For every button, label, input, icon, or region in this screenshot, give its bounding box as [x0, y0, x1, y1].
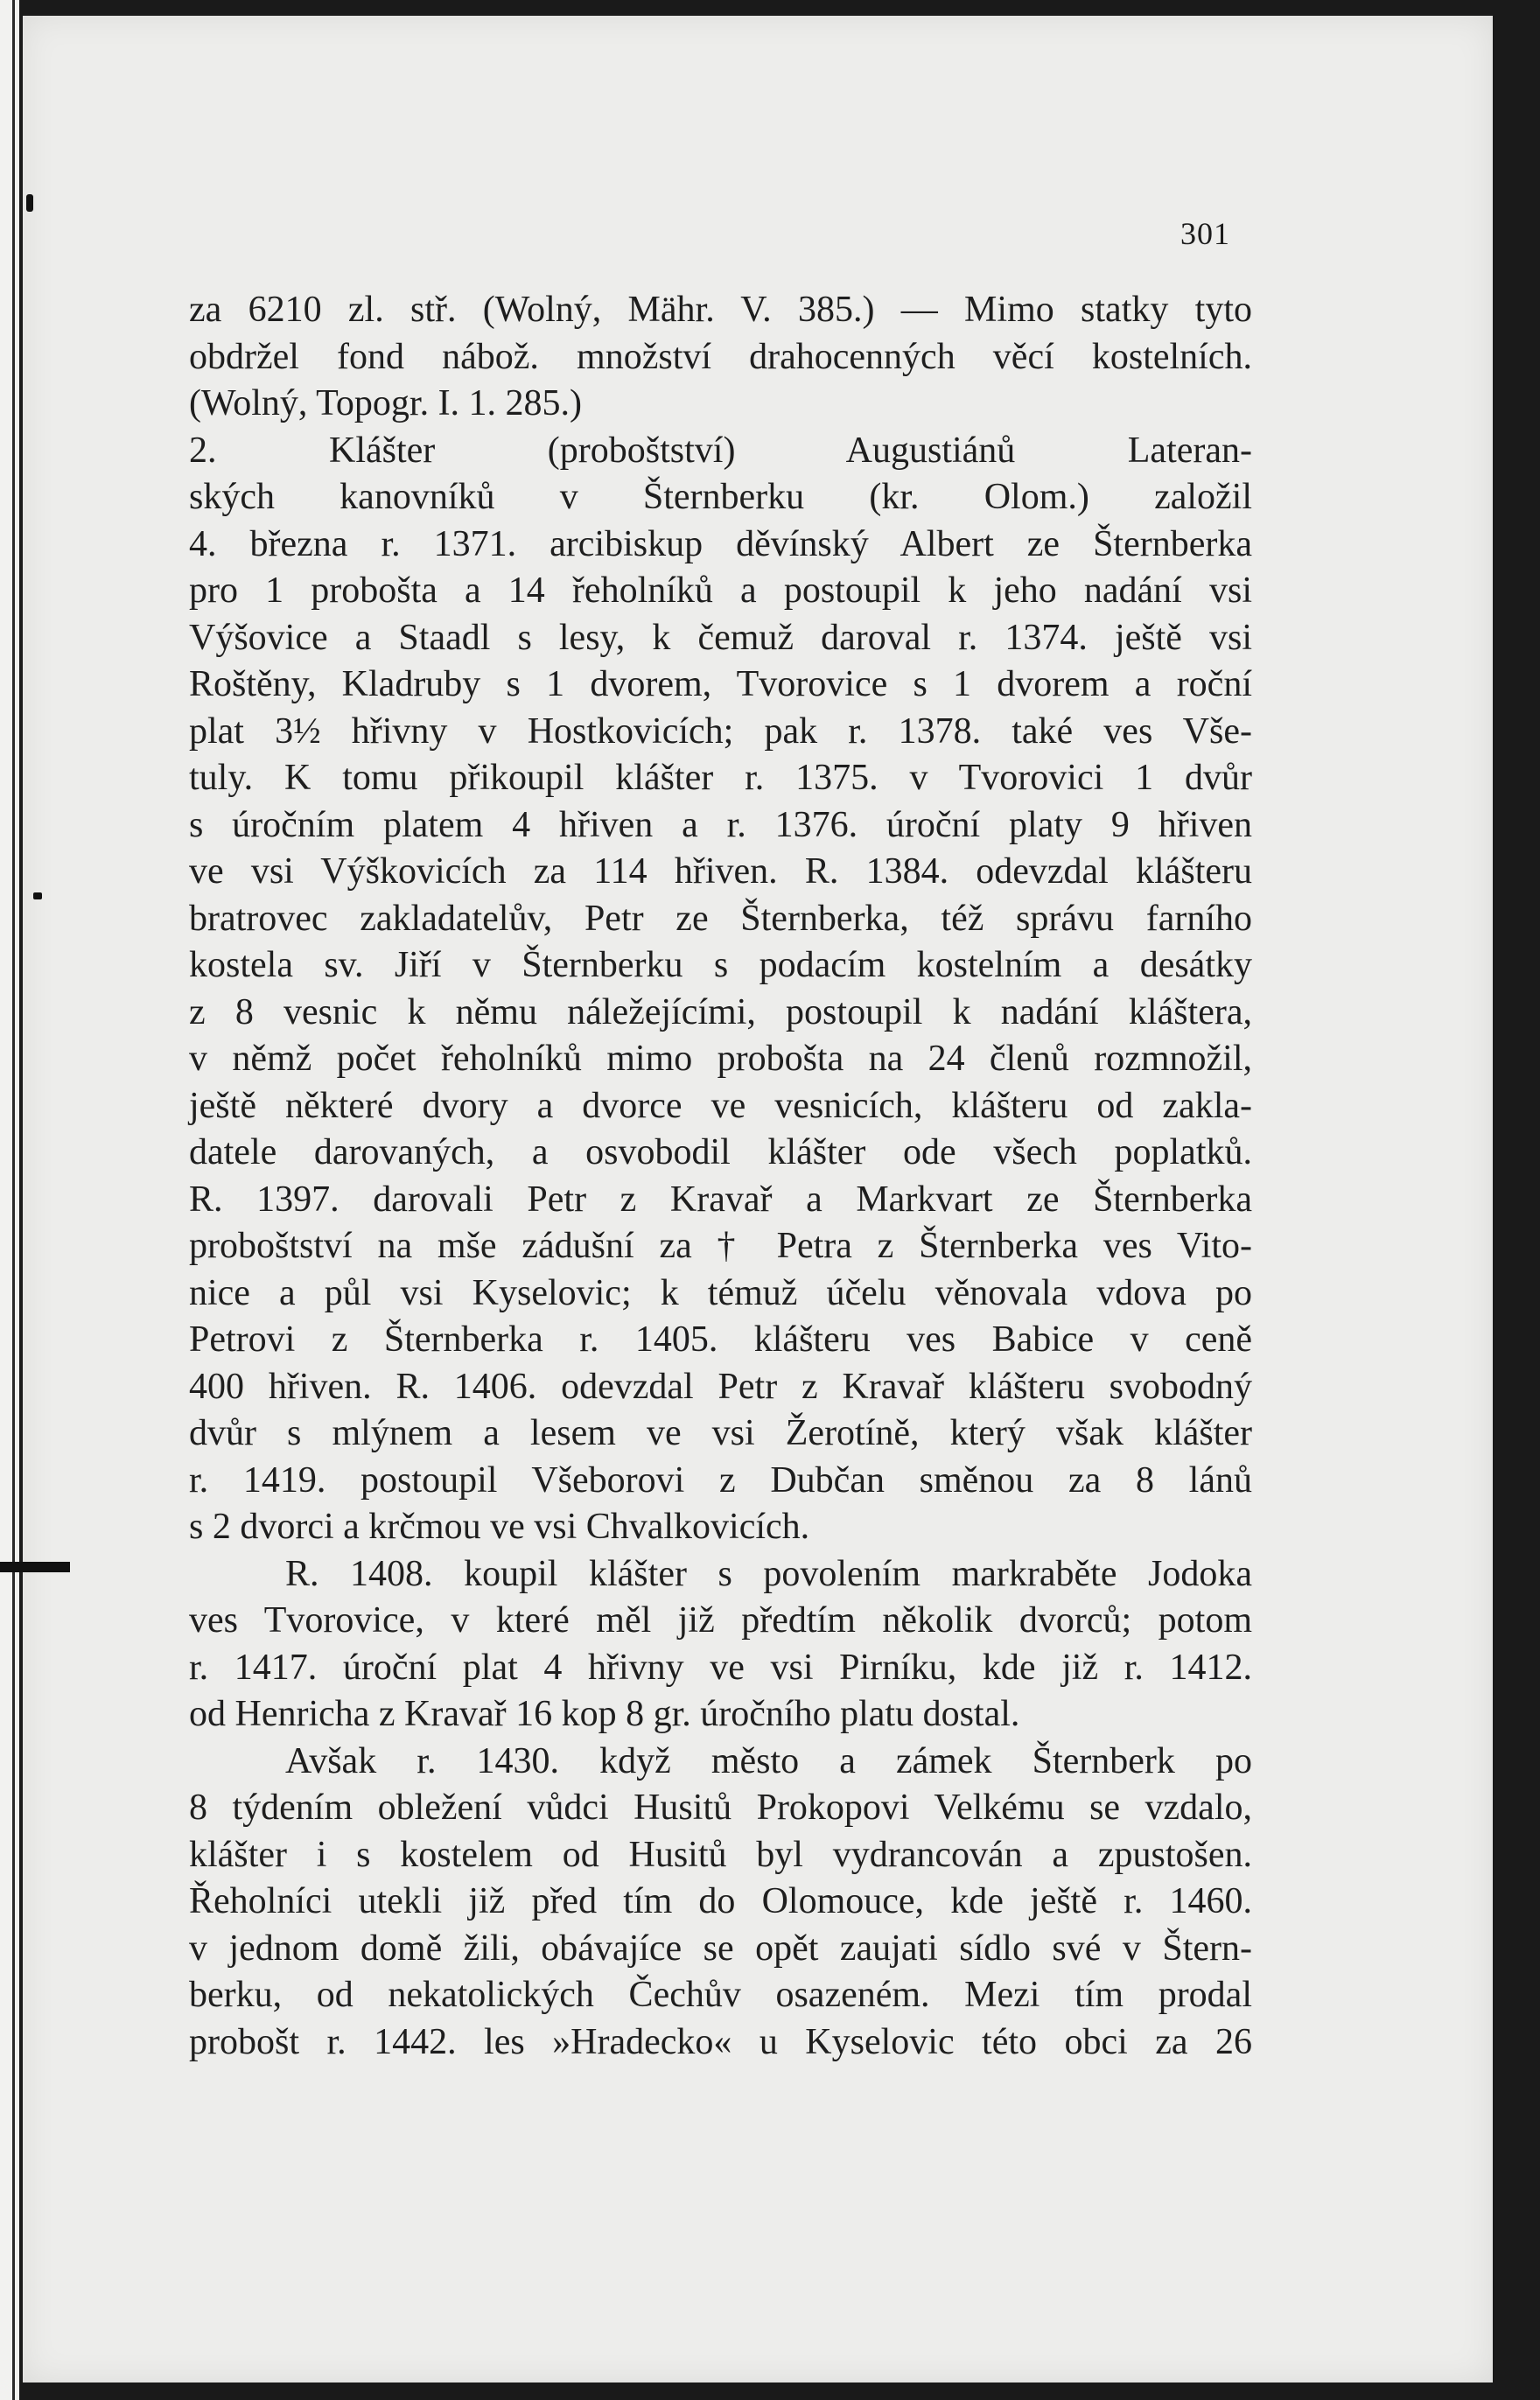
scan-left-margin: [0, 0, 19, 2400]
body-text: [189, 287, 1252, 2066]
text-line: r. 1417. úroční plat 4 hřivny ve vsi Pirníku, kde již r. 1412.: [189, 1647, 1252, 1688]
text-line: bratrovec zakladatelův, Petr ze Šternberka, též správu farního: [189, 898, 1252, 939]
text-line: Avšak r. 1430. když město a zámek Šternberk po: [285, 1740, 1252, 1781]
page-number: 301: [1180, 216, 1230, 251]
text-line: od Henricha z Kravař 16 kop 8 gr. úročního platu dostal.: [189, 1694, 1020, 1734]
text-line: (Wolný, Topogr. I. 1. 285.): [189, 383, 583, 423]
text-line: kostela sv. Jiří v Šternberku s podacím kostelním a desátky: [189, 945, 1252, 985]
text-line: dvůr s mlýnem a lesem ve vsi Žerotíně, který však klášter: [189, 1413, 1252, 1453]
text-line: Řeholníci utekli již před tím do Olomouce, kde ještě r. 1460.: [189, 1881, 1252, 1921]
text-line: Výšovice a Staadl s lesy, k čemuž daroval r. 1374. ještě vsi: [189, 617, 1252, 658]
text-line: 4. března r. 1371. arcibiskup děvínský Albert ze Šternberka: [189, 523, 1252, 564]
book-page: [23, 16, 1493, 2383]
text-line: ských kanovníků v Šternberku (kr. Olom.) založil: [189, 477, 1252, 517]
text-line: R. 1408. koupil klášter s povolením markraběte Jodoka: [285, 1553, 1252, 1594]
text-line: v němž počet řeholníků mimo probošta na 24 členů rozmnožil,: [189, 1039, 1252, 1079]
text-line: 8 týdením obležení vůdci Husitů Prokopovi Velkému se vzdalo,: [189, 1788, 1252, 1828]
text-line: Roštěny, Kladruby s 1 dvorem, Tvorovice s 1 dvorem a roční: [189, 664, 1252, 704]
text-line: klášter i s kostelem od Husitů byl vydrancován a zpustošen.: [189, 1834, 1252, 1875]
text-line: 2. Klášter (proboštství) Augustiánů Lateran-: [189, 430, 1252, 471]
text-line: pro 1 probošta a 14 řeholníků a postoupil k jeho nadání vsi: [189, 570, 1252, 611]
text-line: R. 1397. darovali Petr z Kravař a Markvart ze Šternberka: [189, 1179, 1252, 1220]
text-line: ves Tvorovice, v které měl již předtím několik dvorců; potom: [189, 1600, 1252, 1641]
text-line: nice a půl vsi Kyselovic; k témuž účelu věnovala vdova po: [189, 1272, 1252, 1313]
text-line: Petrovi z Šternberka r. 1405. klášteru ves Babice v ceně: [189, 1319, 1252, 1360]
text-line: obdržel fond nábož. množství drahocenných věcí kostelních.: [189, 336, 1252, 377]
text-line: datele darovaných, a osvobodil klášter ode všech poplatků.: [189, 1132, 1252, 1172]
text-line: s úročním platem 4 hřiven a r. 1376. úroční platy 9 hřiven: [189, 804, 1252, 845]
text-line: v jednom domě žili, obávajíce se opět zaujati sídlo své v Štern-: [189, 1928, 1252, 1969]
margin-mark: [26, 194, 33, 212]
text-line: proboštství na mše zádušní za † Petra z Šternberka ves Vito-: [189, 1226, 1252, 1266]
text-line: z 8 vesnic k němu náležejícími, postoupil k nadání kláštera,: [189, 991, 1252, 1032]
text-line: r. 1419. postoupil Všeborovi z Dubčan směnou za 8 lánů: [189, 1459, 1252, 1501]
text-line: za 6210 zl. stř. (Wolný, Mähr. V. 385.) — Mimo statky tyto: [189, 290, 1252, 330]
text-line: berku, od nekatolických Čechův osazeném. Mezi tím prodal: [189, 1975, 1252, 2015]
text-line: 400 hřiven. R. 1406. odevzdal Petr z Kravař klášteru svobodný: [189, 1366, 1252, 1407]
text-line: ve vsi Výškovicích za 114 hřiven. R. 1384. odevzdal klášteru: [189, 851, 1252, 892]
text-line: s 2 dvorci a krčmou ve vsi Chvalkovicích.: [189, 1507, 810, 1547]
margin-mark: [0, 1562, 70, 1572]
text-line: plat 3½ hřivny v Hostkovicích; pak r. 1378. také ves Vše-: [189, 710, 1252, 752]
scan-binding-edge: [12, 0, 15, 2400]
text-line: probošt r. 1442. les »Hradecko« u Kyselovic této obci za 26: [189, 2021, 1252, 2062]
text-line: tuly. K tomu přikoupil klášter r. 1375. v Tvorovici 1 dvůr: [189, 758, 1252, 798]
text-line: ještě některé dvory a dvorce ve vesnicích, klášteru od zakla-: [189, 1085, 1252, 1126]
margin-mark: [33, 892, 42, 899]
